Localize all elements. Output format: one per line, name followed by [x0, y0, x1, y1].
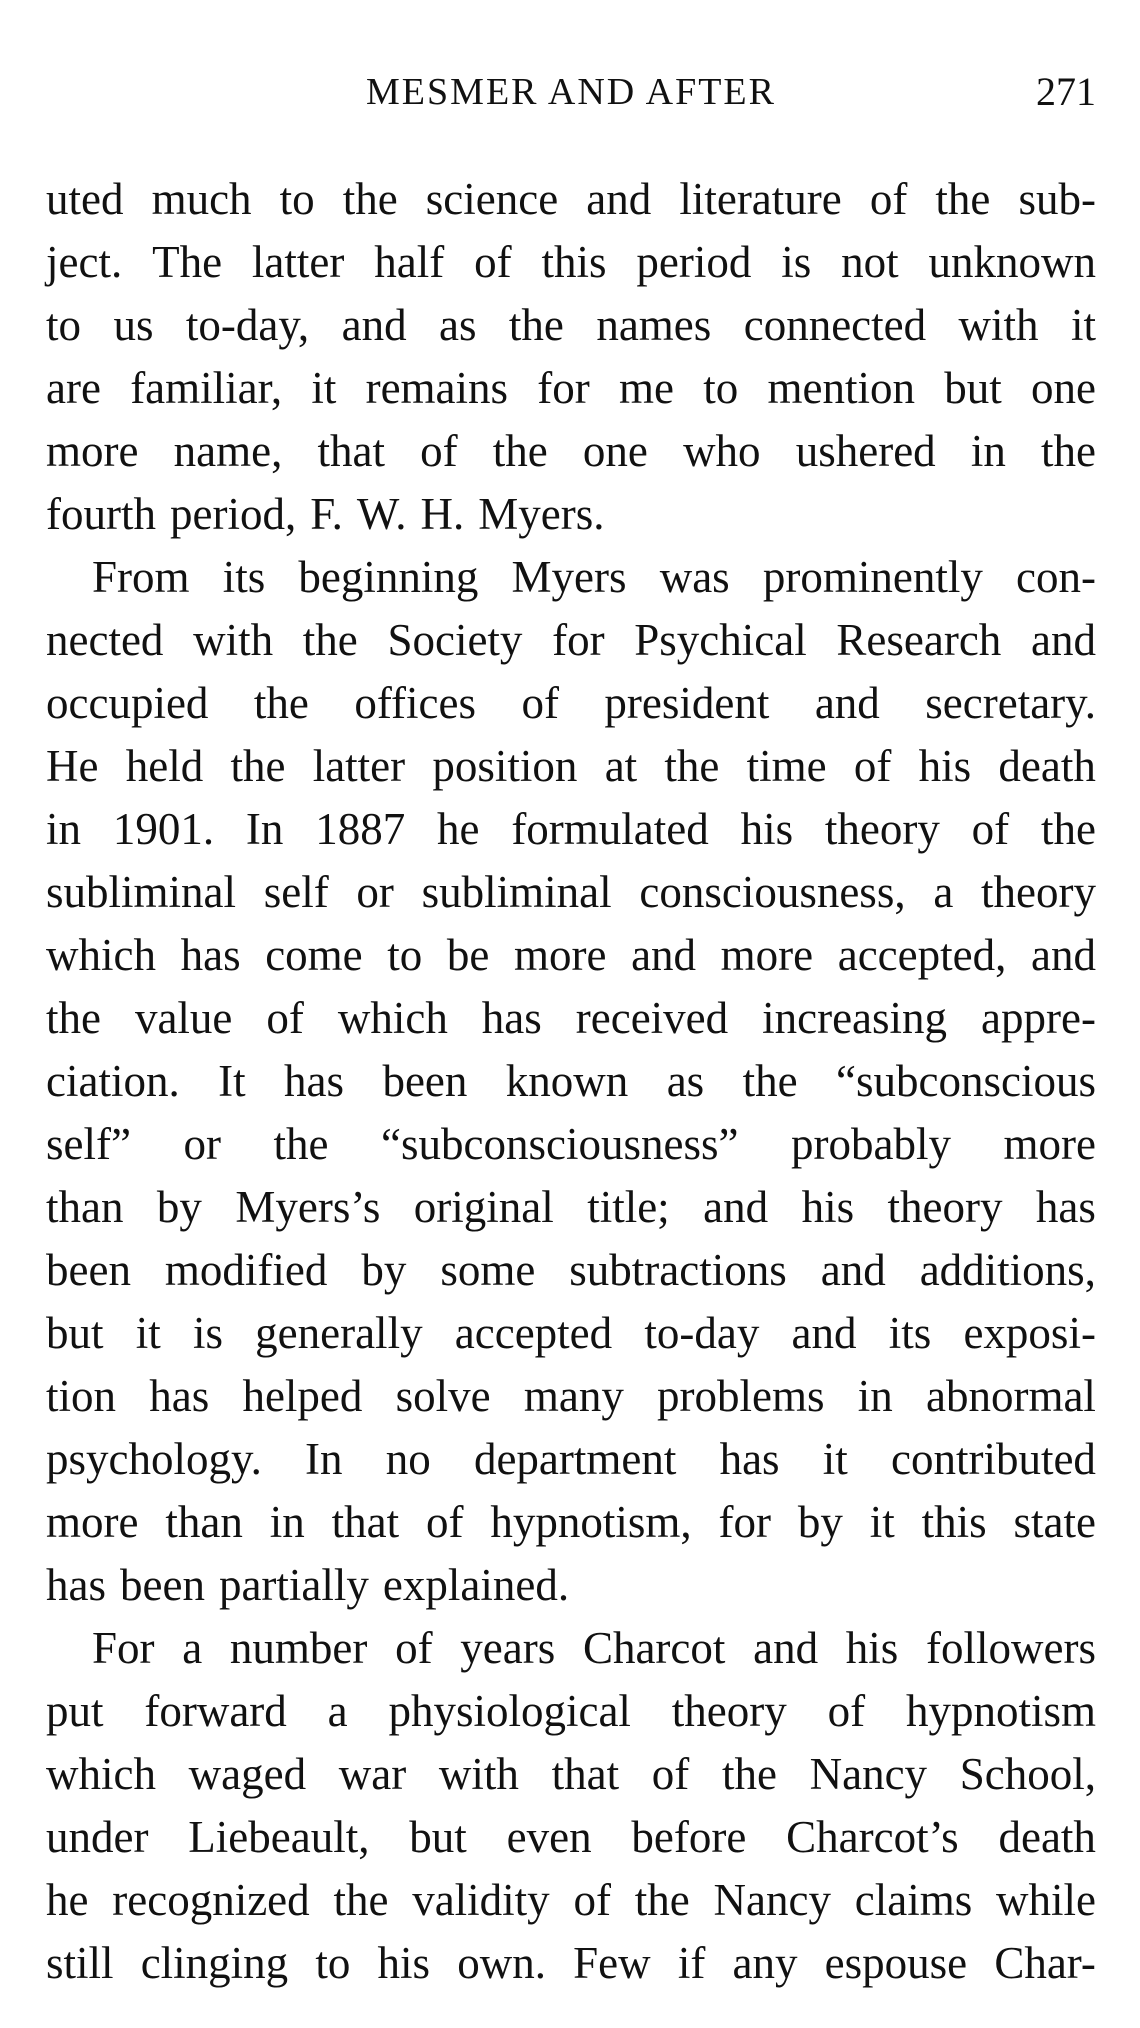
word: one — [582, 426, 648, 476]
word: helped — [242, 1371, 363, 1421]
word: the — [333, 1875, 389, 1925]
word: that — [331, 1497, 400, 1547]
word: us — [113, 300, 154, 350]
text-line — [46, 1050, 1096, 1113]
word: war — [338, 1749, 407, 1799]
word: recognized — [112, 1875, 310, 1925]
word: period — [636, 237, 752, 287]
word: more — [513, 930, 607, 980]
text-line — [46, 987, 1096, 1050]
word: literature — [679, 174, 842, 224]
word: For — [92, 1623, 155, 1673]
text-line — [46, 1239, 1096, 1302]
word: con- — [1016, 552, 1096, 602]
word: with — [193, 615, 274, 665]
word: School, — [959, 1749, 1096, 1799]
word: has — [180, 930, 241, 980]
word: beginning — [298, 552, 479, 602]
word: of — [521, 678, 559, 728]
word: the — [492, 426, 548, 476]
word: modified — [164, 1245, 328, 1295]
word: H. — [420, 489, 465, 539]
word: additions, — [919, 1245, 1096, 1295]
word: generally — [255, 1308, 423, 1358]
word: it — [869, 1497, 895, 1547]
word: and — [1030, 930, 1096, 980]
word: and — [341, 300, 407, 350]
word: put — [46, 1686, 104, 1736]
word: “subconsciousness” — [381, 1119, 739, 1169]
word: his — [918, 741, 972, 791]
word: no — [385, 1434, 431, 1484]
word: hypnotism, — [490, 1497, 692, 1547]
text-line — [46, 1176, 1096, 1239]
text-line — [46, 1869, 1096, 1932]
word: sub- — [1018, 174, 1096, 224]
word: exposi- — [963, 1308, 1096, 1358]
word: Liebeault, — [188, 1812, 370, 1862]
word: theory — [887, 1182, 1003, 1232]
word: of — [573, 1875, 611, 1925]
text-line — [46, 1113, 1096, 1176]
word: it — [135, 1308, 161, 1358]
word: Charcot — [582, 1623, 726, 1673]
page-number: 271 — [1036, 69, 1096, 114]
word: remains — [365, 363, 509, 413]
word: unknown — [928, 237, 1096, 287]
word: a — [327, 1686, 348, 1736]
word: time — [746, 741, 827, 791]
word: of — [971, 804, 1010, 854]
word: consciousness, — [639, 867, 906, 917]
word: fourth — [46, 489, 156, 539]
word: has — [1035, 1182, 1096, 1232]
word: self” — [46, 1119, 131, 1169]
word: held — [125, 741, 204, 791]
word: a — [933, 867, 954, 917]
word: one — [1031, 363, 1096, 413]
word: and — [631, 930, 697, 980]
text-line — [46, 294, 1096, 357]
word: that — [551, 1749, 620, 1799]
text-line — [46, 420, 1096, 483]
word: more — [1003, 1119, 1096, 1169]
word: F. — [310, 489, 343, 539]
text-line — [46, 1680, 1096, 1743]
word: subtractions — [569, 1245, 787, 1295]
word: connected — [743, 300, 927, 350]
body-text — [46, 168, 1096, 1995]
text-line — [46, 1806, 1096, 1869]
text-line — [46, 1932, 1096, 1995]
word: 1901. — [112, 804, 215, 854]
word: or — [183, 1119, 221, 1169]
word: of — [420, 426, 458, 476]
word: Nancy — [809, 1749, 928, 1799]
word: period, — [169, 489, 297, 539]
word: any — [732, 1938, 798, 1988]
running-head — [46, 62, 1096, 122]
word: been — [46, 1245, 131, 1295]
word: subliminal — [46, 867, 236, 917]
text-line — [46, 609, 1096, 672]
word: as — [666, 1056, 705, 1106]
text-line — [46, 483, 1096, 546]
word: which — [46, 930, 156, 980]
word: of — [474, 237, 512, 287]
text-line — [46, 1302, 1096, 1365]
word: in — [970, 426, 1006, 476]
text-line — [46, 735, 1096, 798]
word: as — [439, 300, 477, 350]
word: years — [460, 1623, 556, 1673]
word: subliminal — [421, 867, 612, 917]
word: are — [46, 363, 101, 413]
word: his — [845, 1623, 899, 1673]
word: who — [683, 426, 761, 476]
word: or — [356, 867, 394, 917]
word: partially — [218, 1560, 369, 1610]
word: of — [266, 993, 304, 1043]
word: contributed — [890, 1434, 1096, 1484]
word: it — [311, 363, 337, 413]
text-line — [46, 861, 1096, 924]
word: own. — [457, 1938, 546, 1988]
text-line — [46, 231, 1096, 294]
word: was — [659, 552, 730, 602]
word: of — [827, 1686, 866, 1736]
word: his — [377, 1938, 431, 1988]
word: in — [46, 804, 82, 854]
word: president — [604, 678, 770, 728]
word: with — [958, 300, 1039, 350]
word: name, — [173, 426, 283, 476]
word: me — [619, 363, 674, 413]
word: Few — [573, 1938, 651, 1988]
word: the — [230, 741, 286, 791]
word: and — [820, 1245, 886, 1295]
word: probably — [791, 1119, 951, 1169]
word: validity — [412, 1875, 550, 1925]
word: much — [151, 174, 252, 224]
word: has — [149, 1371, 210, 1421]
word: nected — [46, 615, 164, 665]
word: the — [273, 1119, 329, 1169]
word: and — [791, 1308, 857, 1358]
word: psychology. — [46, 1434, 262, 1484]
word: the — [253, 678, 309, 728]
word: Char- — [994, 1938, 1096, 1988]
word: and — [814, 678, 880, 728]
word: waged — [188, 1749, 307, 1799]
word: but — [409, 1812, 467, 1862]
word: known — [505, 1056, 629, 1106]
word: increasing — [762, 993, 948, 1043]
word: even — [506, 1812, 592, 1862]
word: its — [222, 552, 266, 602]
word: the — [634, 1875, 690, 1925]
word: it — [822, 1434, 848, 1484]
word: by — [156, 1182, 202, 1232]
word: not — [841, 237, 899, 287]
word: has — [46, 1560, 106, 1610]
word: the — [508, 300, 564, 350]
word: a — [182, 1623, 203, 1673]
word: to — [315, 1938, 351, 1988]
word: latter — [251, 237, 345, 287]
text-line — [46, 357, 1096, 420]
word: Psychical — [634, 615, 807, 665]
word: more — [46, 426, 139, 476]
word: this — [921, 1497, 987, 1547]
word: prominently — [762, 552, 983, 602]
word: and — [753, 1623, 819, 1673]
word: theory — [824, 804, 940, 854]
word: to — [279, 174, 315, 224]
word: claims — [854, 1875, 973, 1925]
word: theory — [981, 867, 1096, 917]
word: solve — [395, 1371, 491, 1421]
text-line — [46, 924, 1096, 987]
word: with — [438, 1749, 519, 1799]
word: self — [263, 867, 329, 917]
word: than — [46, 1182, 124, 1232]
word: formulated — [511, 804, 709, 854]
word: abnormal — [925, 1371, 1096, 1421]
word: the — [1040, 804, 1096, 854]
word: of — [853, 741, 892, 791]
word: forward — [144, 1686, 287, 1736]
word: the — [1041, 426, 1096, 476]
word: ciation. — [46, 1056, 180, 1106]
word: its — [888, 1308, 932, 1358]
word: position — [432, 741, 578, 791]
word: at — [604, 741, 638, 791]
word: many — [523, 1371, 624, 1421]
word: of — [869, 174, 908, 224]
word: secretary. — [925, 678, 1096, 728]
word: been — [120, 1560, 205, 1610]
word: if — [677, 1938, 706, 1988]
word: physiological — [388, 1686, 631, 1736]
word: received — [575, 993, 729, 1043]
word: Nancy — [713, 1875, 831, 1925]
word: It — [218, 1056, 246, 1106]
word: In — [305, 1434, 343, 1484]
word: to-day, — [185, 300, 310, 350]
word: He — [46, 741, 99, 791]
word: accepted — [454, 1308, 613, 1358]
word: but — [46, 1308, 104, 1358]
word: offices — [354, 678, 476, 728]
word: appre- — [981, 993, 1096, 1043]
word: latter — [312, 741, 406, 791]
text-line — [46, 168, 1096, 231]
word: in — [857, 1371, 893, 1421]
word: number — [229, 1623, 368, 1673]
word: has — [719, 1434, 780, 1484]
word: of — [651, 1749, 690, 1799]
word: been — [382, 1056, 468, 1106]
word: occupied — [46, 678, 209, 728]
word: by — [797, 1497, 843, 1547]
word: his — [740, 804, 794, 854]
word: the — [721, 1749, 777, 1799]
word: tion — [46, 1371, 117, 1421]
word: more — [720, 930, 814, 980]
word: explained. — [382, 1560, 570, 1610]
word: hypnotism — [905, 1686, 1096, 1736]
word: before — [631, 1812, 747, 1862]
word: in — [269, 1497, 305, 1547]
word: the — [342, 174, 398, 224]
text-line — [46, 1743, 1096, 1806]
word: and — [703, 1182, 769, 1232]
word: it — [1070, 300, 1096, 350]
word: under — [46, 1812, 149, 1862]
word: Charcot’s — [786, 1812, 959, 1862]
word: of — [425, 1497, 464, 1547]
word: From — [92, 552, 190, 602]
word: Society — [387, 615, 523, 665]
word: uted — [46, 174, 124, 224]
word: “subconscious — [836, 1056, 1096, 1106]
text-line — [46, 546, 1096, 609]
word: this — [541, 237, 607, 287]
word: theory — [671, 1686, 787, 1736]
word: is — [192, 1308, 223, 1358]
word: for — [552, 615, 605, 665]
word: 1887 — [315, 804, 406, 854]
word: original — [413, 1182, 554, 1232]
word: science — [425, 174, 559, 224]
word: espouse — [824, 1938, 968, 1988]
word: the — [742, 1056, 798, 1106]
chapter-title: MESMER AND AFTER — [366, 71, 776, 113]
word: Research — [836, 615, 1002, 665]
word: but — [944, 363, 1002, 413]
word: is — [781, 237, 812, 287]
word: names — [596, 300, 712, 350]
word: the — [935, 174, 991, 224]
word: and — [1030, 615, 1096, 665]
word: mention — [767, 363, 915, 413]
word: that — [317, 426, 385, 476]
text-line — [46, 1491, 1096, 1554]
word: to-day — [644, 1308, 760, 1358]
word: has — [284, 1056, 345, 1106]
word: problems — [657, 1371, 825, 1421]
word: value — [134, 993, 233, 1043]
word: death — [998, 741, 1096, 791]
text-line — [46, 672, 1096, 735]
word: Myers — [511, 552, 627, 602]
word: title; — [587, 1182, 670, 1232]
word: Myers’s — [235, 1182, 381, 1232]
word: to — [46, 300, 82, 350]
word: by — [361, 1245, 407, 1295]
word: state — [1013, 1497, 1096, 1547]
text-line — [46, 798, 1096, 861]
word: The — [152, 237, 223, 287]
word: of — [395, 1623, 433, 1673]
word: to — [387, 930, 423, 980]
word: to — [703, 363, 739, 413]
word: which — [46, 1749, 156, 1799]
word: death — [998, 1812, 1096, 1862]
word: his — [801, 1182, 855, 1232]
word: be — [446, 930, 490, 980]
word: Myers. — [478, 489, 605, 539]
text-line — [46, 1617, 1096, 1680]
word: followers — [926, 1623, 1096, 1673]
word: he — [46, 1875, 89, 1925]
word: has — [481, 993, 542, 1043]
word: W. — [356, 489, 407, 539]
word: ushered — [795, 426, 936, 476]
text-line — [46, 1554, 1096, 1617]
word: come — [265, 930, 363, 980]
word: half — [374, 237, 445, 287]
word: some — [440, 1245, 536, 1295]
word: still — [46, 1938, 114, 1988]
word: accepted, — [837, 930, 1007, 980]
word: the — [46, 993, 101, 1043]
word: clinging — [140, 1938, 289, 1988]
word: and — [586, 174, 652, 224]
word: the — [664, 741, 720, 791]
word: for — [537, 363, 590, 413]
word: In — [245, 804, 284, 854]
word: the — [302, 615, 358, 665]
word: department — [473, 1434, 677, 1484]
word: while — [996, 1875, 1096, 1925]
word: familiar, — [130, 363, 283, 413]
word: which — [337, 993, 448, 1043]
text-line — [46, 1428, 1096, 1491]
word: ject. — [46, 237, 123, 287]
word: for — [718, 1497, 771, 1547]
word: more — [46, 1497, 139, 1547]
word: he — [437, 804, 480, 854]
text-line — [46, 1365, 1096, 1428]
word: than — [165, 1497, 243, 1547]
